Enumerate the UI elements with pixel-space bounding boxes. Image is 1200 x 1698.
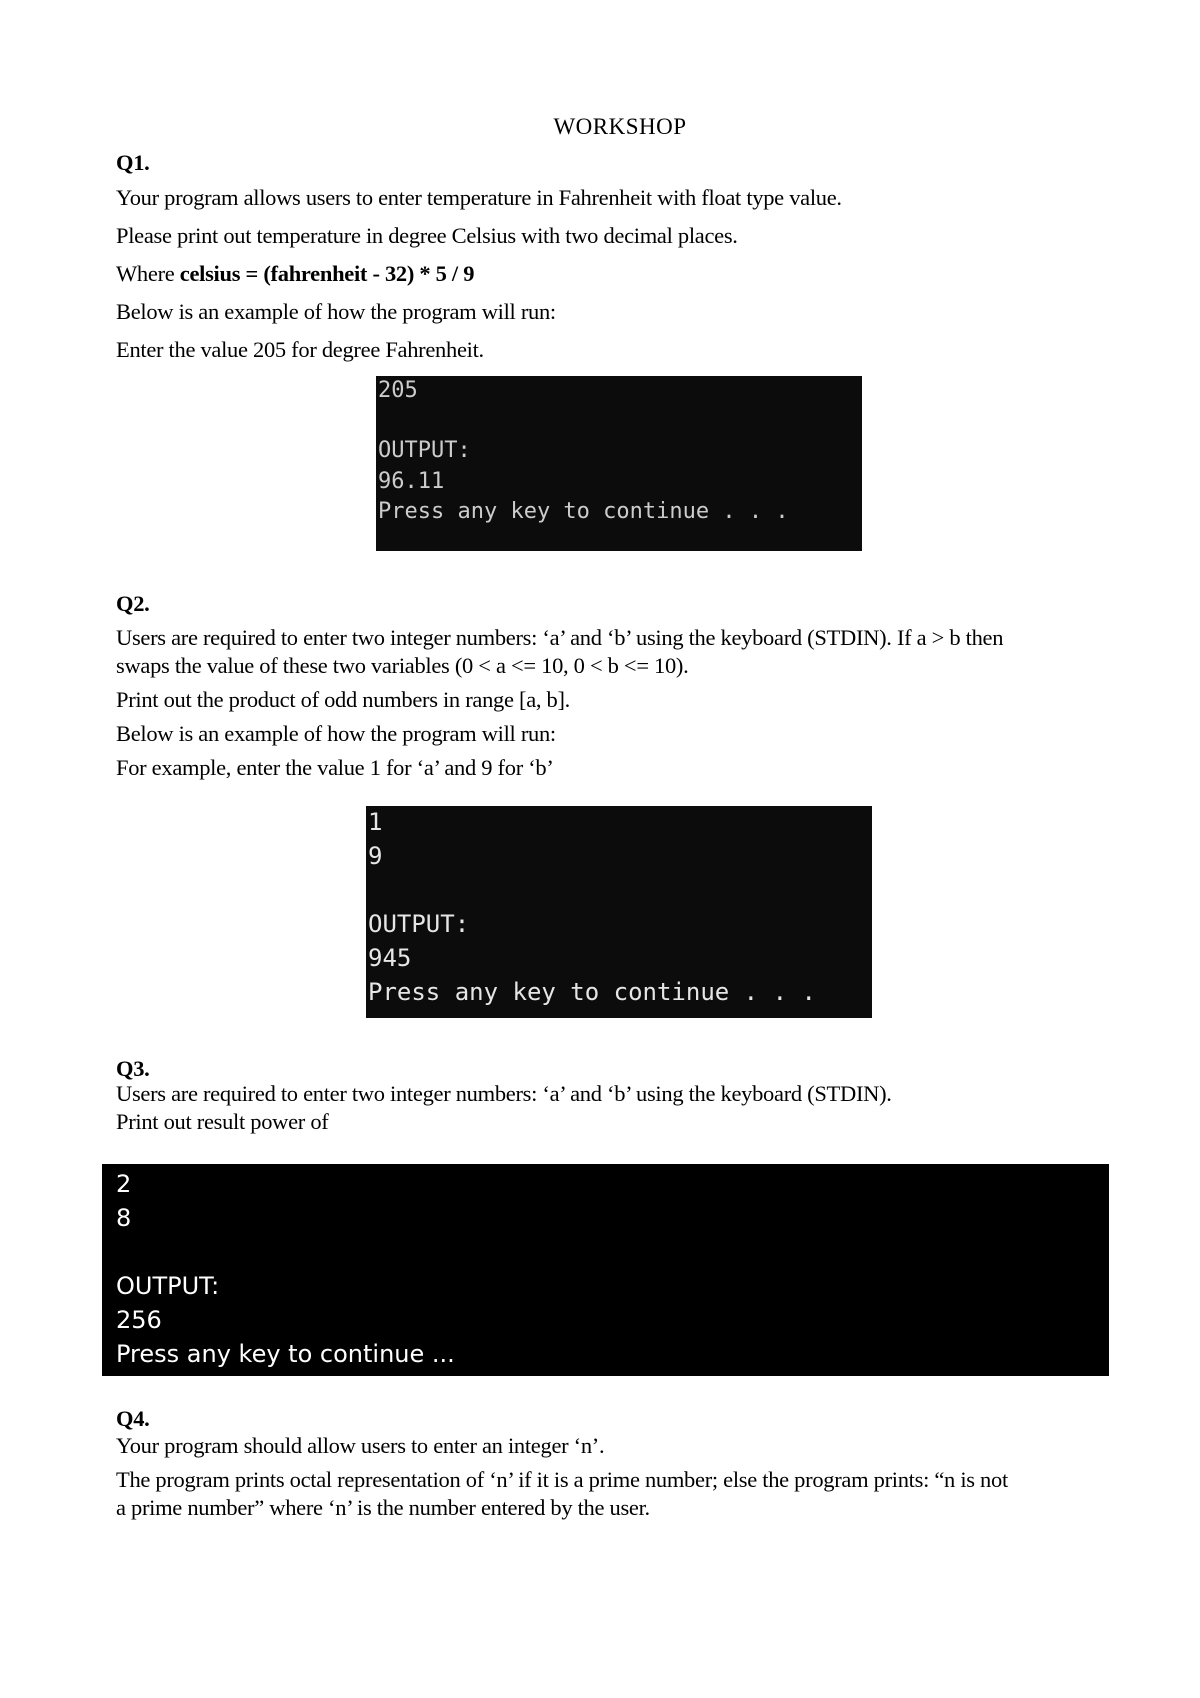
q1-text-3 xyxy=(116,260,474,288)
console-line: Press any key to continue ... xyxy=(116,1340,455,1368)
console-line: 96.11 xyxy=(378,469,445,494)
q1-text-5: Enter the value 205 for degree Fahrenheit. xyxy=(116,337,484,362)
q3-text-2: Print out result power of xyxy=(116,1109,329,1134)
q2-text-3: Below is an example of how the program will run: xyxy=(116,721,556,746)
console-line: OUTPUT: xyxy=(368,910,470,938)
q3-heading: Q3. xyxy=(116,1056,150,1081)
q1-text-1: Your program allows users to enter temperature in Fahrenheit with float type value. xyxy=(116,185,842,210)
console-line: 8 xyxy=(116,1204,132,1232)
q4-text-2b: a prime number” where ‘n’ is the number entered by the user. xyxy=(116,1495,650,1520)
q3-text-1: Users are required to enter two integer numbers: ‘a’ and ‘b’ using the keyboard (STDIN). xyxy=(116,1081,892,1106)
q2-console-screenshot xyxy=(366,806,872,1018)
console-line: Press any key to continue . . . xyxy=(378,499,789,524)
console-line: 256 xyxy=(116,1306,162,1334)
console-line: 2 xyxy=(116,1170,132,1198)
q2-text-1b: swaps the value of these two variables (0 < a <= 10, 0 < b <= 10). xyxy=(116,653,689,678)
console-line: Press any key to continue . . . xyxy=(368,978,816,1006)
console-line: 9 xyxy=(368,842,383,870)
q1-text-4: Below is an example of how the program will run: xyxy=(116,299,556,324)
q1-formula: celsius = (fahrenheit - 32) * 5 / 9 xyxy=(179,261,475,286)
q3-console-screenshot xyxy=(102,1164,1109,1376)
q1-text-2: Please print out temperature in degree Celsius with two decimal places. xyxy=(116,223,738,248)
q2-text-2: Print out the product of odd numbers in range [a, b]. xyxy=(116,687,570,712)
console-line: 1 xyxy=(368,808,383,836)
q1-console-screenshot xyxy=(376,376,862,551)
q4-text-1: Your program should allow users to enter an integer ‘n’. xyxy=(116,1433,605,1458)
q1-text-3-prefix: Where xyxy=(116,261,180,286)
console-line: OUTPUT: xyxy=(378,438,471,463)
q2-text-1a: Users are required to enter two integer numbers: ‘a’ and ‘b’ using the keyboard (STDIN). If a > b then xyxy=(116,625,1004,650)
document-title: WORKSHOP xyxy=(553,114,687,139)
console-line: 205 xyxy=(378,378,418,403)
q4-heading: Q4. xyxy=(116,1406,150,1431)
q2-heading: Q2. xyxy=(116,591,150,616)
q1-heading: Q1. xyxy=(116,150,150,175)
q4-text-2a: The program prints octal representation of ‘n’ if it is a prime number; else the program prints: “n is not xyxy=(116,1467,1008,1492)
console-line: OUTPUT: xyxy=(116,1272,220,1300)
q2-text-4: For example, enter the value 1 for ‘a’ and 9 for ‘b’ xyxy=(116,755,554,780)
console-line: 945 xyxy=(368,944,412,972)
